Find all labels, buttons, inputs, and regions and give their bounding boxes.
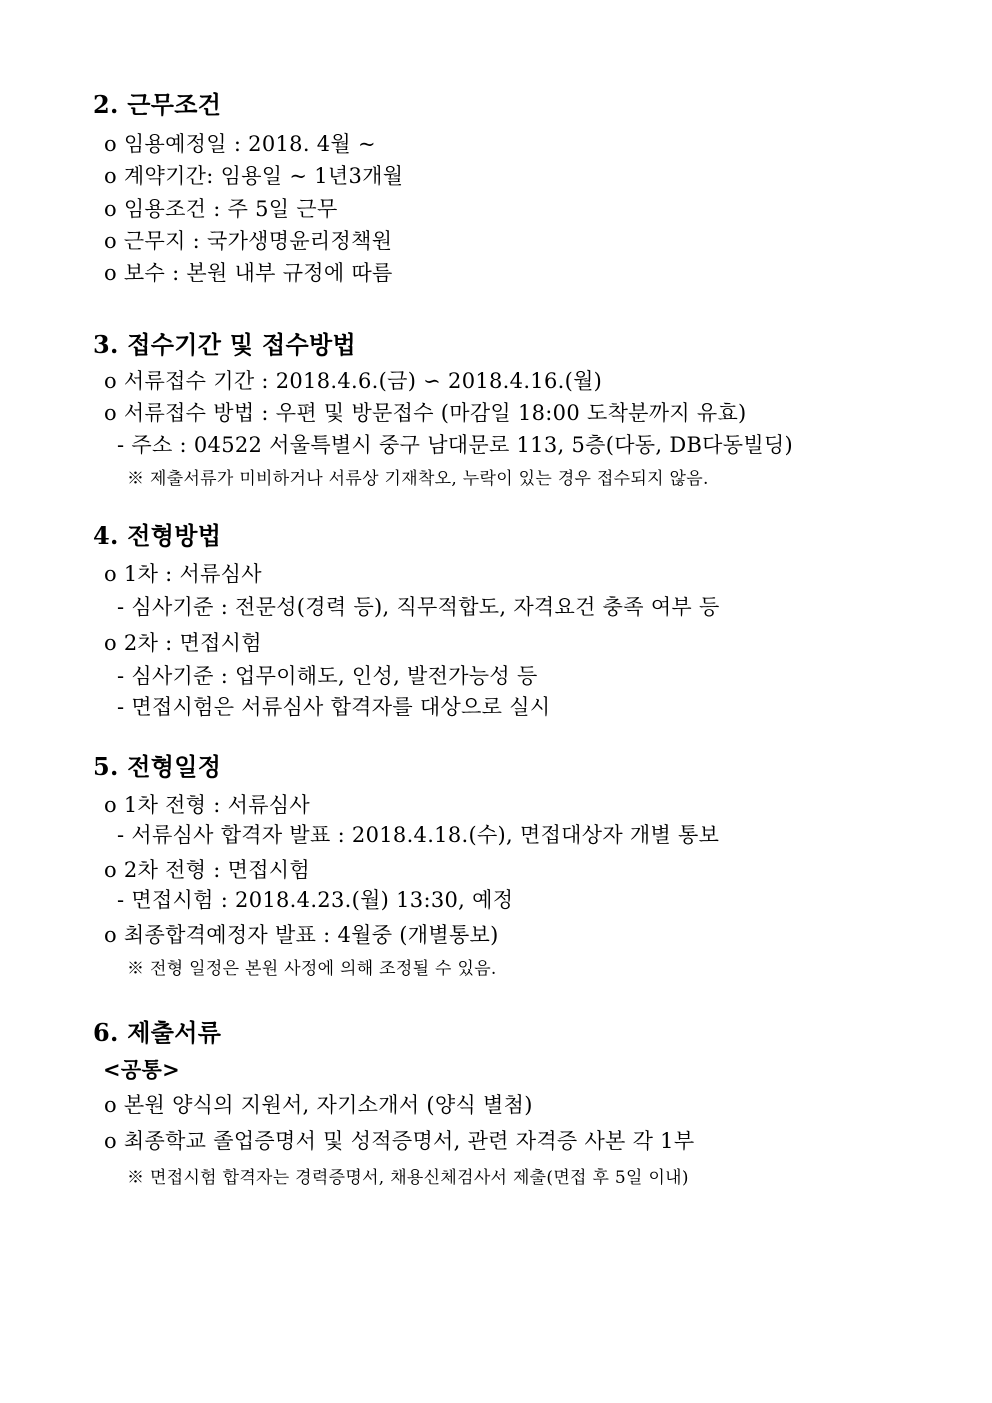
list-item: o 계약기간: 임용일 ~ 1년3개월 xyxy=(104,164,404,188)
list-item: o 근무지 : 국가생명윤리정책원 xyxy=(104,229,393,253)
list-item: - 면접시험 : 2018.4.23.(월) 13:30, 예정 xyxy=(117,888,514,912)
list-item: o 서류접수 기간 : 2018.4.6.(금) ∽ 2018.4.16.(월) xyxy=(104,369,603,393)
section-heading-documents: 6. 제출서류 xyxy=(93,1018,222,1047)
list-item: o 1차 전형 : 서류심사 xyxy=(104,793,310,817)
list-item: - 심사기준 : 전문성(경력 등), 직무적합도, 자격요건 충족 여부 등 xyxy=(117,595,720,619)
list-item: o 2차 : 면접시험 xyxy=(104,631,262,655)
list-item: o 최종합격예정자 발표 : 4월중 (개별통보) xyxy=(104,923,499,947)
section-heading-selection-method: 4. 전형방법 xyxy=(93,521,222,550)
section-heading-schedule: 5. 전형일정 xyxy=(93,752,222,781)
list-item: o 본원 양식의 지원서, 자기소개서 (양식 별첨) xyxy=(104,1093,533,1117)
list-item: o 2차 전형 : 면접시험 xyxy=(104,858,310,882)
subheading-common: <공통> xyxy=(103,1057,180,1082)
list-item: o 최종학교 졸업증명서 및 성적증명서, 관련 자격증 사본 각 1부 xyxy=(104,1129,695,1153)
note: ※ 면접시험 합격자는 경력증명서, 채용신체검사서 제출(면접 후 5일 이내) xyxy=(127,1168,689,1188)
list-item-address: - 주소 : 04522 서울특별시 중구 남대문로 113, 5층(다동, DB다동빌딩) xyxy=(117,433,794,457)
list-item: o 임용예정일 : 2018. 4월 ~ xyxy=(104,132,376,156)
section-heading-application: 3. 접수기간 및 접수방법 xyxy=(93,330,356,359)
note: ※ 전형 일정은 본원 사정에 의해 조정될 수 있음. xyxy=(127,959,497,979)
section-heading-work-conditions: 2. 근무조건 xyxy=(93,90,222,119)
note: ※ 제출서류가 미비하거나 서류상 기재착오, 누락이 있는 경우 접수되지 않음. xyxy=(127,469,709,489)
list-item: o 서류접수 방법 : 우편 및 방문접수 (마감일 18:00 도착분까지 유효) xyxy=(104,401,747,425)
list-item: o 1차 : 서류심사 xyxy=(104,562,262,586)
list-item: o 임용조건 : 주 5일 근무 xyxy=(104,197,338,221)
list-item: o 보수 : 본원 내부 규정에 따름 xyxy=(104,261,393,285)
list-item: - 면접시험은 서류심사 합격자를 대상으로 실시 xyxy=(117,695,551,719)
list-item: - 서류심사 합격자 발표 : 2018.4.18.(수), 면접대상자 개별 통보 xyxy=(117,823,720,847)
list-item: - 심사기준 : 업무이해도, 인성, 발전가능성 등 xyxy=(117,664,538,688)
